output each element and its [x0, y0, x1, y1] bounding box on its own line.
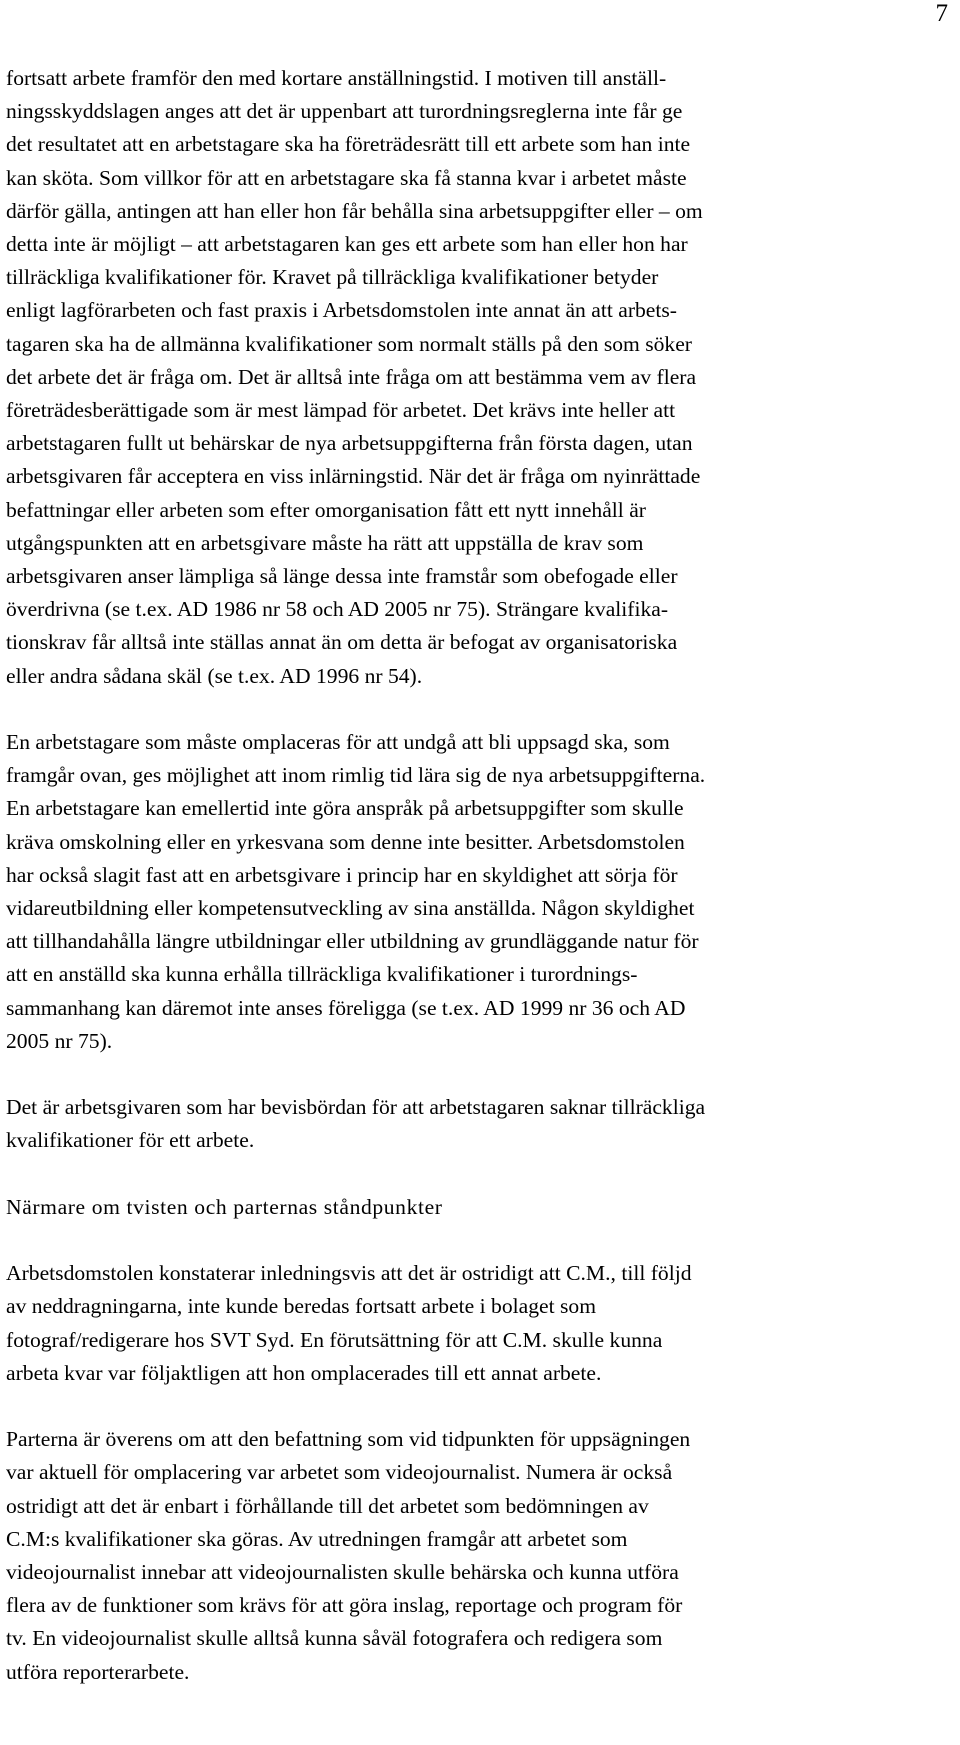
text-line: att tillhandahålla längre utbildningar eller utbildning av grundläggande natur för	[6, 929, 699, 954]
text-line: utföra reporterarbete.	[6, 1659, 190, 1684]
section-paragraph-1	[6, 1257, 960, 1390]
text-line: kräva omskolning eller en yrkesvana som denne inte besitter. Arbetsdomstolen	[6, 829, 685, 854]
text-line: 2005 nr 75).	[6, 1028, 113, 1053]
text-line: sammanhang kan däremot inte anses föreligga (se t.ex. AD 1999 nr 36 och AD	[6, 995, 686, 1020]
paragraph-2	[6, 726, 960, 1058]
section-heading: Närmare om tvisten och parternas ståndpunkter	[6, 1194, 443, 1219]
text-line: företrädesberättigade som är mest lämpad för arbetet. Det krävs inte heller att	[6, 398, 676, 423]
text-line: tagaren ska ha de allmänna kvalifikationer som normalt ställs på den som söker	[6, 331, 693, 356]
text-line: fotograf/redigerare hos SVT Syd. En förutsättning för att C.M. skulle kunna	[6, 1327, 663, 1352]
text-line: vidareutbildning eller kompetensutveckling av sina anställda. Någon skyldighet	[6, 896, 695, 921]
text-line: eller andra sådana skäl (se t.ex. AD 1996 nr 54).	[6, 663, 423, 688]
text-line: tv. En videojournalist skulle alltså kunna såväl fotografera och redigera som	[6, 1626, 663, 1651]
text-line: Det är arbetsgivaren som har bevisbördan för att arbetstagaren saknar tillräckliga	[6, 1095, 706, 1120]
section-paragraph-2	[6, 1423, 960, 1689]
text-line: arbetstagaren fullt ut behärskar de nya arbetsuppgifterna från första dagen, utan	[6, 431, 693, 456]
text-line: kan sköta. Som villkor för att en arbetstagare ska få stanna kvar i arbetet måste	[6, 165, 687, 190]
page-number: 7	[935, 0, 948, 27]
text-line: framgår ovan, ges möjlighet att inom rimlig tid lära sig de nya arbetsuppgifterna.	[6, 763, 706, 788]
text-line: arbeta kvar var följaktligen att hon omplacerades till ett annat arbete.	[6, 1360, 602, 1385]
text-line: flera av de funktioner som krävs för att göra inslag, reportage och program för	[6, 1593, 683, 1618]
text-line: arbetsgivaren anser lämpliga så länge dessa inte framstår som obefogade eller	[6, 564, 678, 589]
text-line: det resultatet att en arbetstagare ska ha företrädesrätt till ett arbete som han inte	[6, 132, 691, 157]
text-line: detta inte är möjligt – att arbetstagaren kan ges ett arbete som han eller hon har	[6, 232, 688, 257]
text-line: arbetsgivaren får acceptera en viss inlärningstid. När det är fråga om nyinrättade	[6, 464, 701, 489]
paragraph-1	[6, 62, 960, 693]
text-line: därför gälla, antingen att han eller hon får behålla sina arbetsuppgifter eller – om	[6, 198, 703, 223]
text-line: av neddragningarna, inte kunde beredas fortsatt arbete i bolaget som	[6, 1294, 597, 1319]
text-line: var aktuell för omplacering var arbetet som videojournalist. Numera är också	[6, 1460, 673, 1485]
text-line: enligt lagförarbeten och fast praxis i Arbetsdomstolen inte annat än att arbets-	[6, 298, 677, 323]
text-line: överdrivna (se t.ex. AD 1986 nr 58 och AD 2005 nr 75). Strängare kvalifika-	[6, 597, 669, 622]
text-line: tillräckliga kvalifikationer för. Kravet på tillräckliga kvalifikationer betyder	[6, 265, 659, 290]
text-line: att en anställd ska kunna erhålla tillräckliga kvalifikationer i turordnings-	[6, 962, 638, 987]
text-line: En arbetstagare som måste omplaceras för att undgå att bli uppsagd ska, som	[6, 730, 670, 755]
text-line: befattningar eller arbeten som efter omorganisation fått ett nytt innehåll är	[6, 497, 646, 522]
text-line: Parterna är överens om att den befattning som vid tidpunkten för uppsägningen	[6, 1427, 691, 1452]
text-line: utgångspunkten att en arbetsgivare måste ha rätt att uppställa de krav som	[6, 530, 644, 555]
text-line: tionskrav får alltså inte ställas annat än om detta är befogat av organisatoriska	[6, 630, 678, 655]
text-line: det arbete det är fråga om. Det är alltså inte fråga om att bestämma vem av flera	[6, 364, 697, 389]
text-line: ostridigt att det är enbart i förhållande till det arbetet som bedömningen av	[6, 1493, 649, 1518]
text-line: kvalifikationer för ett arbete.	[6, 1128, 255, 1153]
text-line: fortsatt arbete framför den med kortare anställningstid. I motiven till anställ-	[6, 66, 667, 90]
paragraph-3	[6, 1091, 960, 1157]
text-line: C.M:s kvalifikationer ska göras. Av utredningen framgår att arbetet som	[6, 1526, 628, 1551]
document-body	[6, 62, 960, 1722]
text-line: Arbetsdomstolen konstaterar inledningsvis att det är ostridigt att C.M., till följd	[6, 1261, 692, 1286]
text-line: videojournalist innebar att videojournalisten skulle behärska och kunna utföra	[6, 1560, 679, 1585]
text-line: har också slagit fast att en arbetsgivare i princip har en skyldighet att sörja för	[6, 862, 678, 887]
text-line: ningsskyddslagen anges att det är uppenbart att turordningsreglerna inte får ge	[6, 99, 683, 124]
text-line: En arbetstagare kan emellertid inte göra anspråk på arbetsuppgifter som skulle	[6, 796, 684, 821]
